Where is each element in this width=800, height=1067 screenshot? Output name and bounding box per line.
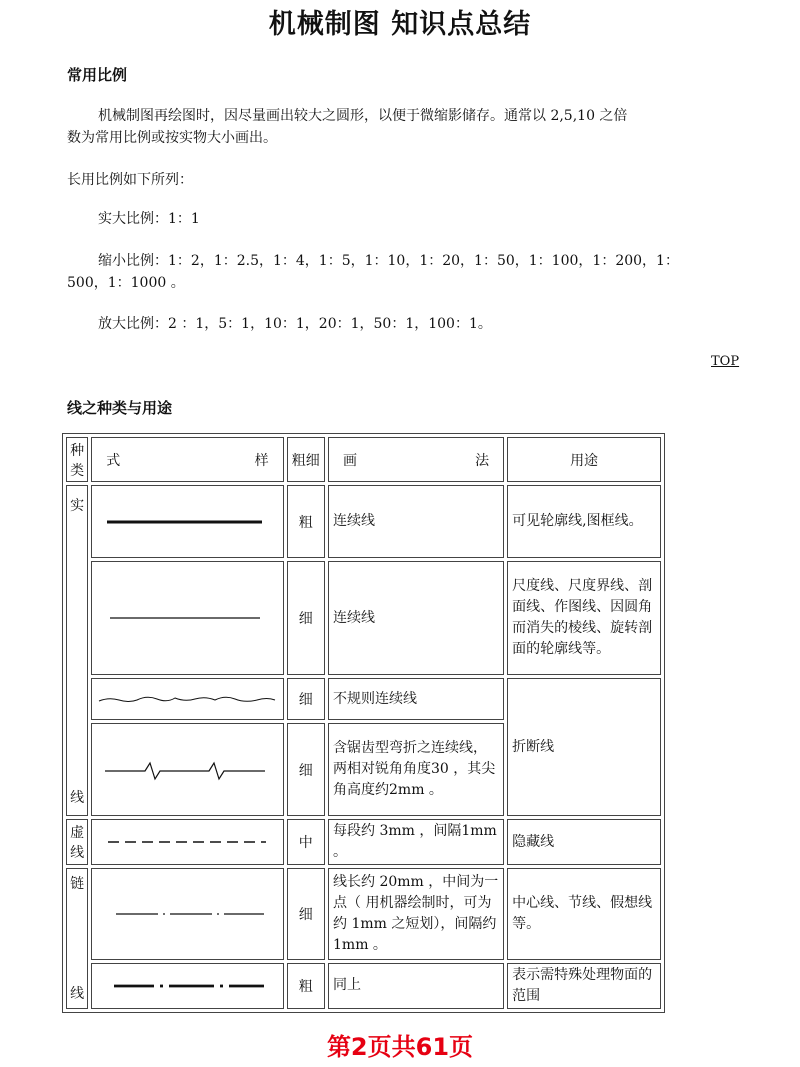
kind-solid-top: 实 <box>70 497 85 514</box>
header-sample-left: 式 <box>106 452 121 469</box>
row1-method: 连续线 <box>328 485 504 558</box>
header-use: 用途 <box>507 437 661 482</box>
page-title: 机械制图 知识点总结 <box>268 9 532 40</box>
kind-chain-top: 链 <box>70 876 85 893</box>
row5-method: 每段约 3mm ，间隔1mm 。 <box>328 819 504 864</box>
break-line-use: 折断线 <box>507 678 661 816</box>
kind-dashed-top: 虚 <box>70 825 85 841</box>
scale-actual: 实大比例：1：1 <box>98 211 200 227</box>
scale-para-line2: 数为常用比例或按实物大小画出。 <box>67 130 277 146</box>
header-kind-char1: 种 <box>70 442 85 459</box>
irregular-line-sample <box>97 691 277 707</box>
row6-method: 线长约 20mm ，中间为一点（ 用机器绘制时，可为约 1mm 之短划），间隔约 1mm 。 <box>328 868 504 960</box>
table-row <box>66 561 661 675</box>
header-sample <box>91 437 283 482</box>
thin-solid-line-sample <box>102 613 272 623</box>
table-row <box>66 485 661 558</box>
thin-chain-line-sample <box>102 909 272 919</box>
row5-use: 隐藏线 <box>507 819 661 864</box>
row7-use: 表示需特殊处理物面的范围 <box>507 963 661 1009</box>
dashed-line-sample <box>102 837 272 847</box>
row7-thickness: 粗 <box>287 963 325 1009</box>
thick-chain-line-sample <box>102 981 272 991</box>
header-method <box>328 437 504 482</box>
top-link[interactable]: TOP <box>711 354 740 369</box>
kind-dashed-cell <box>66 819 88 864</box>
row2-method: 连续线 <box>328 561 504 675</box>
row1-use: 可见轮廓线,图框线。 <box>507 485 661 558</box>
scale-reduce-line1: 缩小比例：1：2，1：2.5，1：4，1：5，1：10，1：20，1：50，1：100，1：200，1： <box>98 253 679 269</box>
row2-thickness: 细 <box>287 561 325 675</box>
scale-para-line1: 机械制图再绘图时，因尽量画出较大之圆形，以便于微缩影储存。通常以 2,5,10 之倍 <box>98 108 628 124</box>
table-header-row <box>66 437 661 482</box>
sample-thin-chain <box>91 868 283 960</box>
header-kind <box>66 437 88 482</box>
row3-method: 不规则连续线 <box>328 678 504 720</box>
row1-thickness: 粗 <box>287 485 325 558</box>
lines-heading: 线之种类与用途 <box>67 399 173 417</box>
row7-method: 同上 <box>328 963 504 1009</box>
sample-thin-solid <box>91 561 283 675</box>
row6-thickness: 细 <box>287 868 325 960</box>
kind-chain-cell <box>66 868 88 1009</box>
header-method-left: 画 <box>343 452 358 469</box>
table-row <box>66 678 661 720</box>
thick-solid-line-sample <box>102 517 272 527</box>
sample-thick-solid <box>91 485 283 558</box>
row5-thickness: 中 <box>287 819 325 864</box>
header-kind-char2: 类 <box>70 462 85 479</box>
row4-method: 含锯齿型弯折之连续线，两相对锐角角度30 ，其尖角高度约2mm 。 <box>328 723 504 816</box>
scale-reduce-line2: 500，1：1000 。 <box>67 275 185 291</box>
kind-solid-bottom: 线 <box>70 789 85 806</box>
row4-thickness: 细 <box>287 723 325 816</box>
zigzag-line-sample <box>97 755 277 785</box>
table-row <box>66 963 661 1009</box>
page-number: 第2页共61页 <box>326 1033 474 1061</box>
scale-enlarge: 放大比例：2 ：1，5：1，10：1，20：1，50：1，100：1。 <box>98 316 492 332</box>
sample-irregular <box>91 678 283 720</box>
sample-dashed <box>91 819 283 864</box>
row6-use: 中心线、节线、假想线等。 <box>507 868 661 960</box>
kind-solid-cell <box>66 485 88 816</box>
sample-thick-chain <box>91 963 283 1009</box>
sample-zigzag <box>91 723 283 816</box>
row3-thickness: 细 <box>287 678 325 720</box>
header-sample-right: 样 <box>254 452 269 469</box>
row2-use: 尺度线、尺度界线、剖面线、作图线、因圆角而消失的棱线、旋转剖面的轮廓线等。 <box>507 561 661 675</box>
scale-list-intro: 长用比例如下所列： <box>67 172 193 188</box>
header-thickness: 粗细 <box>287 437 325 482</box>
header-method-right: 法 <box>475 452 490 469</box>
table-row <box>66 819 661 864</box>
kind-dashed-bottom: 线 <box>70 845 85 861</box>
scale-heading: 常用比例 <box>67 66 128 84</box>
table-row <box>66 868 661 960</box>
kind-chain-bottom: 线 <box>70 986 85 1003</box>
line-types-table <box>62 433 665 1013</box>
